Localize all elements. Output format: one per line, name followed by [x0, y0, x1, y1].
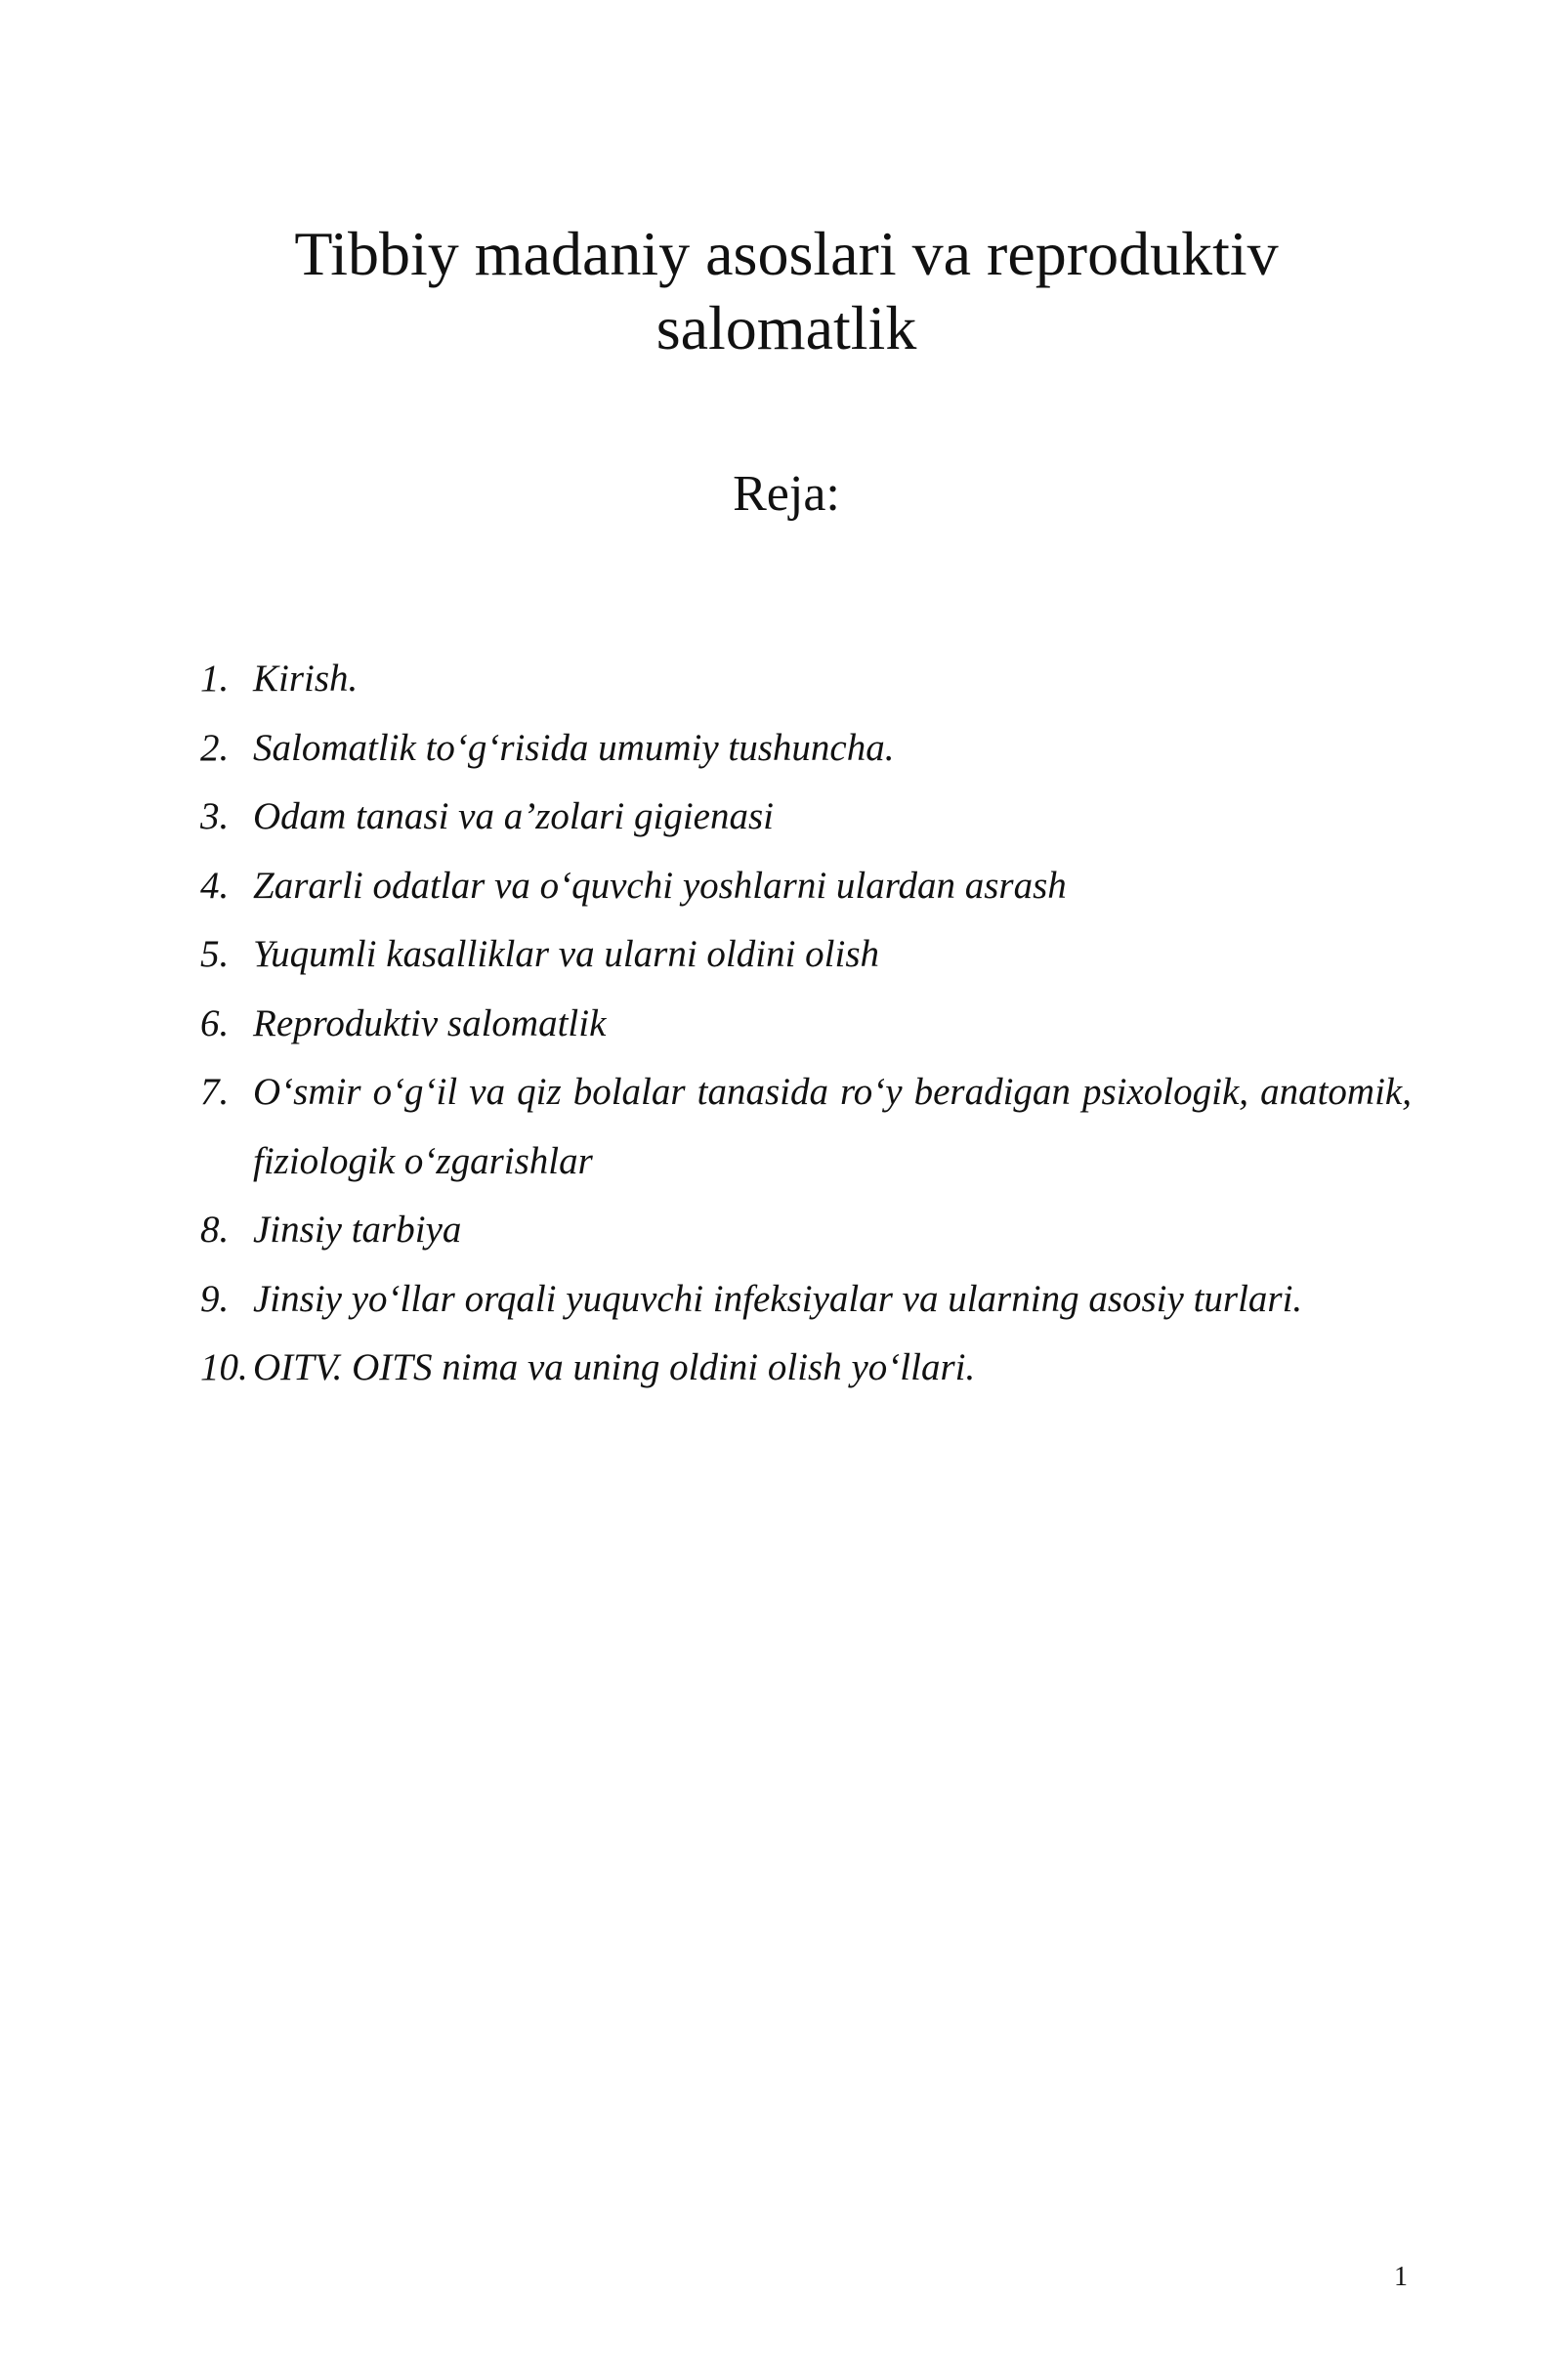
- list-item-number: 2.: [200, 726, 230, 769]
- list-item-number: 4.: [200, 864, 230, 907]
- list-item-number: 10.: [200, 1346, 248, 1388]
- list-item-text: Jinsiy tarbiya: [253, 1209, 462, 1251]
- list-item-text: Jinsiy yo‘llar orqali yuquvchi infeksiyalar va ularning asosiy turlari.: [253, 1277, 1303, 1320]
- page-number: 1: [1394, 2262, 1408, 2292]
- list-item-number: 5.: [200, 933, 230, 975]
- list-item-number: 1.: [200, 658, 230, 700]
- list-item-text: O‘smir o‘g‘il va qiz bolalar tanasida ro‘y beradigan psixologik, anatomik, fiziologik o‘zgarishlar: [253, 1071, 1412, 1182]
- list-item: [200, 1058, 1412, 1196]
- list-item-number: 8.: [200, 1209, 230, 1251]
- list-item-text: Zararli odatlar va o‘quvchi yoshlarni ulardan asrash: [253, 864, 1067, 907]
- list-item-text: Reproduktiv salomatlik: [253, 1001, 607, 1044]
- list-item-number: 7.: [200, 1071, 230, 1113]
- list-item: [200, 1265, 1412, 1335]
- list-item: [200, 783, 1412, 852]
- list-item-text: Odam tanasi va a’zolari gigienasi: [253, 795, 774, 837]
- list-item-number: 6.: [200, 1001, 230, 1044]
- list-item: [200, 714, 1412, 784]
- list-item-text: Salomatlik to‘g‘risida umumiy tushuncha.: [253, 726, 895, 769]
- list-item-text: Kirish.: [253, 658, 359, 700]
- list-item-text: OITV. OITS nima va uning oldini olish yo‘llari.: [253, 1346, 976, 1388]
- list-item: [200, 645, 1412, 714]
- list-item: [200, 1334, 1412, 1403]
- list-item: [200, 1196, 1412, 1265]
- list-item-number: 3.: [200, 795, 230, 837]
- list-item-text: Yuqumli kasalliklar va ularni oldini olish: [253, 933, 880, 975]
- list-item: [200, 852, 1412, 921]
- plan-heading: Reja:: [733, 466, 840, 522]
- plan-list: [200, 645, 1412, 1403]
- document-title: Tibbiy madaniy asoslari va reproduktiv salomatlik: [294, 219, 1279, 362]
- list-item: [200, 990, 1412, 1059]
- list-item: [200, 920, 1412, 990]
- list-item-number: 9.: [200, 1277, 230, 1320]
